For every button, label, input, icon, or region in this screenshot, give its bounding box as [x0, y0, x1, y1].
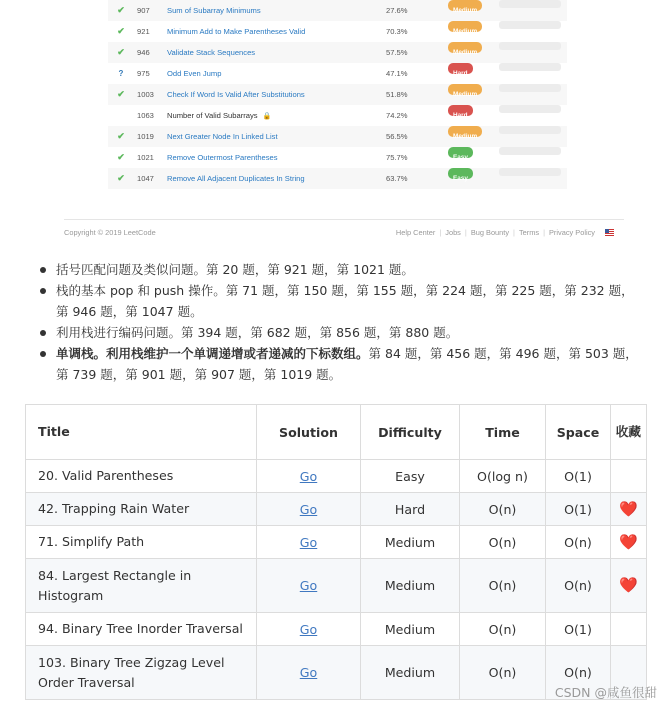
acceptance-rate: 75.7% — [386, 153, 408, 162]
footer-link[interactable]: Bug Bounty — [470, 228, 510, 237]
frequency-bar — [499, 84, 561, 92]
table-row — [26, 559, 647, 613]
cell-difficulty: Medium — [361, 559, 460, 613]
note-text: 利用栈进行编码问题。第 394 题，第 682 题，第 856 题，第 880 题。 — [56, 325, 459, 340]
cell-title: 71. Simplify Path — [26, 526, 257, 559]
problem-id: 1021 — [137, 153, 154, 162]
cell-difficulty: Medium — [361, 646, 460, 700]
problem-title-link[interactable] — [167, 147, 278, 168]
header-space: Space — [546, 405, 611, 460]
problem-row — [108, 63, 567, 84]
difficulty-badge: Easy — [448, 147, 473, 158]
note-bold: 单调栈。利用栈维护一个单调递增或者递减的下标数组。 — [56, 346, 369, 361]
problem-title-link[interactable] — [167, 42, 255, 63]
problem-id: 1019 — [137, 132, 154, 141]
frequency-bar — [499, 168, 561, 176]
cell-space: O(n) — [546, 646, 611, 700]
check-icon: ✔ — [117, 131, 125, 141]
problem-row — [108, 147, 567, 168]
leetcode-footer — [64, 219, 624, 243]
solution-link[interactable]: Go — [299, 578, 318, 593]
check-icon: ✔ — [117, 173, 125, 183]
solution-link[interactable]: Go — [299, 501, 318, 517]
note-text: 第 84 题，第 456 题，第 496 题，第 503 题，第 739 题，第 901 题，第 907 题，第 1019 题。 — [56, 346, 638, 382]
cell-solution — [257, 460, 361, 493]
frequency-bar — [499, 105, 561, 113]
problem-id: 907 — [137, 6, 150, 15]
cell-title: 94. Binary Tree Inorder Traversal — [26, 613, 257, 646]
cell-solution — [257, 646, 361, 700]
difficulty-badge: Hard — [448, 105, 473, 116]
cell-space: O(1) — [546, 493, 611, 526]
header-solution: Solution — [257, 405, 361, 460]
acceptance-rate: 56.5% — [386, 132, 408, 141]
cell-space: O(n) — [546, 526, 611, 559]
bullet-icon — [40, 267, 46, 273]
us-flag-icon[interactable] — [605, 229, 614, 236]
problem-title-link[interactable] — [167, 126, 278, 147]
solutions-table — [25, 404, 647, 700]
note-text: 括号匹配问题及类似问题。第 20 题，第 921 题，第 1021 题。 — [56, 262, 414, 277]
cell-favorite — [611, 613, 647, 646]
solution-link[interactable]: Go — [299, 534, 318, 550]
cell-favorite — [611, 493, 647, 526]
problem-title-link[interactable] — [167, 105, 271, 127]
problem-row — [108, 105, 567, 126]
problem-row — [108, 84, 567, 105]
footer-link[interactable]: Privacy Policy — [549, 228, 595, 237]
cell-difficulty: Medium — [361, 526, 460, 559]
footer-link[interactable]: Help Center — [395, 228, 436, 237]
frequency-bar — [499, 0, 561, 8]
bullet-icon — [40, 330, 46, 336]
table-row — [26, 646, 647, 700]
problem-id: 1003 — [137, 90, 154, 99]
watermark: CSDN @咸鱼很甜 — [554, 685, 657, 700]
header-difficulty: Difficulty — [361, 405, 460, 460]
heart-icon: ❤️ — [619, 532, 638, 551]
difficulty-badge: Hard — [448, 63, 473, 74]
footer-separator: | — [543, 228, 545, 237]
note-item — [38, 280, 638, 322]
cell-solution — [257, 613, 361, 646]
cell-title: 103. Binary Tree Zigzag Level Order Traversal — [26, 646, 257, 700]
problem-title: Next Greater Node In Linked List — [167, 132, 278, 141]
problem-title: Odd Even Jump — [167, 69, 222, 78]
cell-solution — [257, 526, 361, 559]
cell-time: O(n) — [460, 559, 546, 613]
footer-copyright: Copyright © 2019 LeetCode — [64, 228, 156, 237]
note-item — [38, 343, 638, 385]
difficulty-badge: Medium — [448, 0, 482, 11]
footer-separator: | — [464, 228, 467, 237]
note-text: 栈的基本 pop 和 push 操作。第 71 题，第 150 题，第 155 题，第 224 题，第 225 题，第 232 题，第 946 题，第 1047 题。 — [56, 283, 634, 319]
table-header-row — [26, 405, 647, 460]
acceptance-rate: 57.5% — [386, 48, 408, 57]
cell-title: 84. Largest Rectangle in Histogram — [26, 559, 257, 613]
problem-title-link[interactable] — [167, 84, 305, 105]
heart-icon: ❤️ — [619, 576, 638, 594]
problem-id: 1063 — [137, 111, 154, 120]
problem-title-link[interactable] — [167, 0, 261, 21]
problem-id: 1047 — [137, 174, 154, 183]
problem-title-link[interactable] — [167, 168, 305, 189]
cell-title: 42. Trapping Rain Water — [26, 493, 257, 526]
cell-space: O(1) — [546, 613, 611, 646]
acceptance-rate: 74.2% — [386, 111, 408, 120]
table-row — [26, 613, 647, 646]
cell-difficulty: Easy — [361, 460, 460, 493]
cell-solution — [257, 559, 361, 613]
problem-title: Remove All Adjacent Duplicates In String — [167, 174, 305, 183]
header-time: Time — [460, 405, 546, 460]
check-icon: ✔ — [117, 5, 125, 15]
cell-solution — [257, 493, 361, 526]
frequency-bar — [499, 126, 561, 134]
difficulty-badge: Medium — [448, 42, 482, 53]
footer-links — [396, 228, 614, 237]
problem-id: 975 — [137, 69, 150, 78]
cell-time: O(n) — [460, 493, 546, 526]
problem-title: Sum of Subarray Minimums — [167, 6, 261, 15]
problem-title: Minimum Add to Make Parentheses Valid — [167, 27, 306, 36]
cell-favorite — [611, 460, 647, 493]
difficulty-badge: Medium — [448, 126, 482, 137]
bullet-icon — [40, 288, 46, 294]
table-row — [26, 526, 647, 559]
difficulty-badge: Easy — [448, 168, 473, 179]
cell-difficulty: Hard — [361, 493, 460, 526]
solution-link[interactable]: Go — [299, 468, 318, 484]
cell-difficulty: Medium — [361, 613, 460, 646]
problem-id: 946 — [137, 48, 150, 57]
bullet-icon — [40, 351, 46, 357]
leetcode-problem-list — [108, 0, 567, 189]
header-title: Title — [26, 405, 257, 460]
question-icon: ? — [118, 69, 124, 78]
cell-time: O(n) — [460, 613, 546, 646]
acceptance-rate: 47.1% — [386, 69, 408, 78]
table-row — [26, 460, 647, 493]
problem-row — [108, 21, 567, 42]
acceptance-rate: 63.7% — [386, 174, 408, 183]
difficulty-badge: Medium — [448, 21, 482, 32]
problem-row — [108, 42, 567, 63]
acceptance-rate: 70.3% — [386, 27, 408, 36]
acceptance-rate: 27.6% — [386, 6, 408, 15]
cell-space: O(n) — [546, 559, 611, 613]
footer-separator: | — [439, 228, 442, 237]
difficulty-badge: Medium — [448, 84, 482, 95]
check-icon: ✔ — [117, 47, 125, 57]
problem-title: Check If Word Is Valid After Substitutions — [167, 90, 305, 99]
frequency-bar — [499, 21, 561, 29]
solution-link[interactable]: Go — [299, 665, 318, 680]
check-icon: ✔ — [117, 26, 125, 36]
problem-title-link[interactable] — [167, 63, 221, 84]
cell-time: O(log n) — [460, 460, 546, 493]
footer-link[interactable]: Jobs — [445, 228, 461, 237]
header-favorite: 收藏 — [611, 405, 647, 460]
footer-separator: | — [513, 228, 515, 237]
problem-title: Number of Valid Subarrays — [167, 111, 258, 120]
frequency-bar — [499, 42, 561, 50]
heart-icon: ❤️ — [619, 499, 638, 518]
check-icon: ✔ — [117, 89, 125, 99]
solution-link[interactable]: Go — [299, 621, 318, 637]
problem-row — [108, 126, 567, 147]
problem-title: Remove Outermost Parentheses — [167, 153, 278, 162]
problem-row — [108, 0, 567, 21]
cell-favorite — [611, 559, 647, 613]
cell-title: 20. Valid Parentheses — [26, 460, 257, 493]
note-item — [38, 259, 638, 280]
problem-id: 921 — [137, 27, 150, 36]
cell-time: O(n) — [460, 646, 546, 700]
frequency-bar — [499, 147, 561, 155]
notes-list — [38, 259, 638, 385]
lock-icon: 🔒 — [262, 113, 272, 120]
note-item — [38, 322, 638, 343]
problem-title: Validate Stack Sequences — [167, 48, 256, 57]
cell-favorite — [611, 526, 647, 559]
frequency-bar — [499, 63, 561, 71]
problem-title-link[interactable] — [167, 21, 305, 42]
cell-space: O(1) — [546, 460, 611, 493]
footer-link[interactable]: Terms — [518, 228, 540, 237]
cell-time: O(n) — [460, 526, 546, 559]
table-row — [26, 493, 647, 526]
problem-row — [108, 168, 567, 189]
acceptance-rate: 51.8% — [386, 90, 408, 99]
check-icon: ✔ — [117, 152, 125, 162]
